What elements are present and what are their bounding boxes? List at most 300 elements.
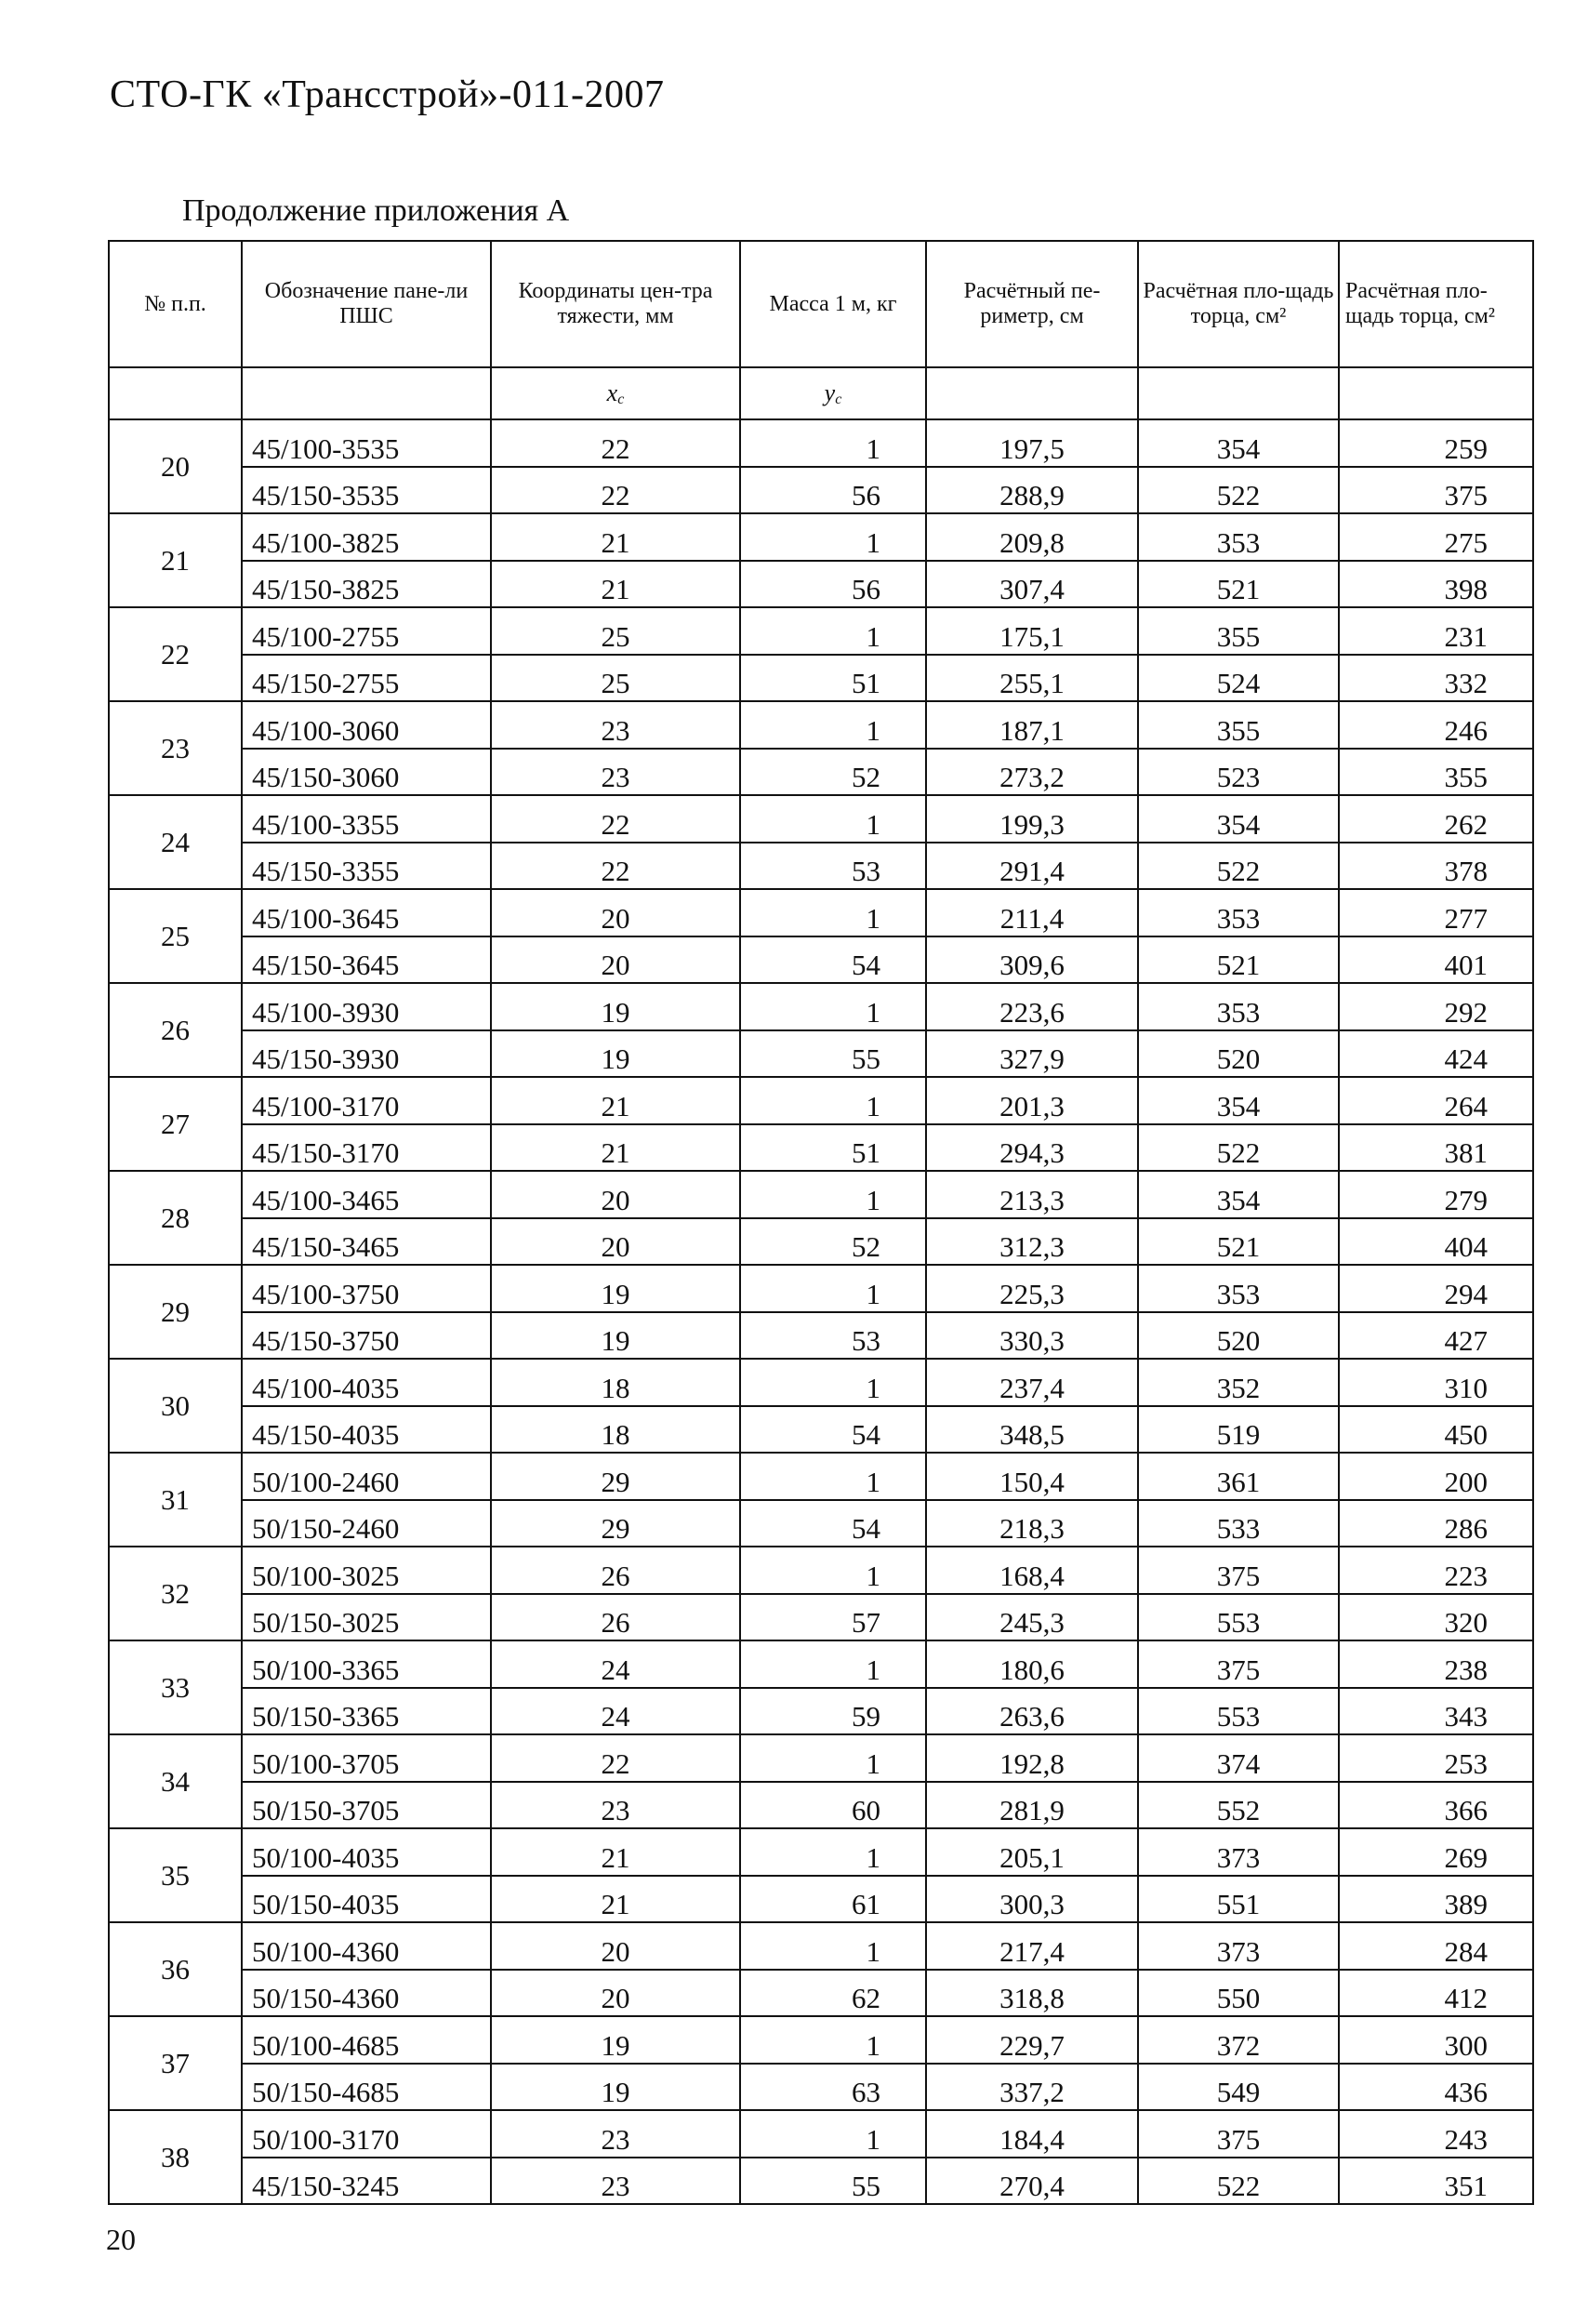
header-num: № п.п. [109, 241, 242, 367]
perimeter-cell: 223,6 [926, 983, 1138, 1030]
area-1-cell: 354 [1138, 419, 1339, 467]
panel-code-cell: 45/100-2755 [242, 607, 491, 655]
panel-code-cell: 50/150-3025 [242, 1594, 491, 1641]
table-row [109, 1922, 1533, 1970]
area-2-cell: 269 [1339, 1828, 1533, 1876]
xc-cell: 22 [491, 419, 740, 467]
area-1-cell: 521 [1138, 1218, 1339, 1266]
panel-code-cell: 45/100-4035 [242, 1359, 491, 1406]
panel-code-cell: 50/150-4360 [242, 1970, 491, 2017]
area-2-cell: 398 [1339, 561, 1533, 608]
xc-cell: 22 [491, 795, 740, 843]
yc-cell: 1 [740, 1922, 926, 1970]
yc-cell: 63 [740, 2064, 926, 2111]
row-number-cell: 28 [109, 1171, 242, 1265]
table-row [109, 2016, 1533, 2064]
area-2-cell: 292 [1339, 983, 1533, 1030]
area-1-cell: 375 [1138, 1640, 1339, 1688]
perimeter-cell: 307,4 [926, 561, 1138, 608]
perimeter-cell: 294,3 [926, 1124, 1138, 1172]
xc-cell: 19 [491, 2016, 740, 2064]
table-row [109, 1876, 1533, 1923]
xc-cell: 21 [491, 513, 740, 561]
perimeter-cell: 211,4 [926, 889, 1138, 936]
yc-cell: 54 [740, 1500, 926, 1547]
table-row [109, 1077, 1533, 1124]
table-row [109, 467, 1533, 514]
yc-cell: 56 [740, 561, 926, 608]
yc-cell: 53 [740, 1312, 926, 1360]
xc-cell: 24 [491, 1640, 740, 1688]
table-row [109, 2110, 1533, 2158]
yc-cell: 1 [740, 795, 926, 843]
area-2-cell: 246 [1339, 701, 1533, 749]
row-number-cell: 37 [109, 2016, 242, 2110]
yc-cell: 1 [740, 2110, 926, 2158]
panel-code-cell: 45/150-3750 [242, 1312, 491, 1360]
area-2-cell: 277 [1339, 889, 1533, 936]
yc-cell: 1 [740, 607, 926, 655]
area-2-cell: 200 [1339, 1453, 1533, 1500]
table-row [109, 1124, 1533, 1172]
panel-code-cell: 50/150-4035 [242, 1876, 491, 1923]
panel-code-cell: 50/100-4685 [242, 2016, 491, 2064]
area-2-cell: 366 [1339, 1782, 1533, 1829]
yc-cell: 1 [740, 1547, 926, 1594]
area-2-cell: 412 [1339, 1970, 1533, 2017]
area-2-cell: 223 [1339, 1547, 1533, 1594]
table-row [109, 561, 1533, 608]
area-1-cell: 522 [1138, 2158, 1339, 2205]
yc-cell: 1 [740, 1453, 926, 1500]
xc-cell: 21 [491, 561, 740, 608]
table-row [109, 2064, 1533, 2111]
area-2-cell: 238 [1339, 1640, 1533, 1688]
yc-cell: 60 [740, 1782, 926, 1829]
perimeter-cell: 225,3 [926, 1265, 1138, 1312]
area-1-cell: 361 [1138, 1453, 1339, 1500]
area-1-cell: 354 [1138, 1077, 1339, 1124]
perimeter-cell: 245,3 [926, 1594, 1138, 1641]
area-1-cell: 355 [1138, 701, 1339, 749]
yc-cell: 57 [740, 1594, 926, 1641]
area-2-cell: 284 [1339, 1922, 1533, 1970]
yc-cell: 1 [740, 1077, 926, 1124]
area-2-cell: 404 [1339, 1218, 1533, 1266]
area-2-cell: 401 [1339, 936, 1533, 984]
xc-cell: 25 [491, 655, 740, 702]
xc-cell: 26 [491, 1547, 740, 1594]
yc-cell: 51 [740, 1124, 926, 1172]
row-number-cell: 30 [109, 1359, 242, 1453]
area-2-cell: 279 [1339, 1171, 1533, 1218]
xc-cell: 23 [491, 749, 740, 796]
xc-cell: 23 [491, 2110, 740, 2158]
xc-cell: 18 [491, 1406, 740, 1454]
perimeter-cell: 288,9 [926, 467, 1138, 514]
area-1-cell: 354 [1138, 1171, 1339, 1218]
area-2-cell: 351 [1339, 2158, 1533, 2205]
area-1-cell: 522 [1138, 1124, 1339, 1172]
yc-cell: 55 [740, 2158, 926, 2205]
area-1-cell: 375 [1138, 2110, 1339, 2158]
area-2-cell: 381 [1339, 1124, 1533, 1172]
table-row [109, 1406, 1533, 1454]
yc-cell: 1 [740, 1265, 926, 1312]
panel-code-cell: 45/150-3930 [242, 1030, 491, 1078]
perimeter-cell: 218,3 [926, 1500, 1138, 1547]
area-1-cell: 524 [1138, 655, 1339, 702]
area-2-cell: 320 [1339, 1594, 1533, 1641]
xc-cell: 22 [491, 1734, 740, 1782]
subheader-empty [926, 367, 1138, 419]
header-area-2: Расчётная пло-щадь торца, см² [1339, 241, 1533, 367]
panel-code-cell: 45/150-3355 [242, 843, 491, 890]
header-coords: Координаты цен-тра тяжести, мм [491, 241, 740, 367]
xc-cell: 29 [491, 1453, 740, 1500]
yc-cell: 59 [740, 1688, 926, 1735]
perimeter-cell: 330,3 [926, 1312, 1138, 1360]
panel-code-cell: 45/100-3825 [242, 513, 491, 561]
area-2-cell: 262 [1339, 795, 1533, 843]
area-1-cell: 520 [1138, 1312, 1339, 1360]
table-row [109, 1782, 1533, 1829]
perimeter-cell: 300,3 [926, 1876, 1138, 1923]
panel-code-cell: 50/100-3705 [242, 1734, 491, 1782]
table-row [109, 1218, 1533, 1266]
table-row [109, 1312, 1533, 1360]
xc-cell: 19 [491, 1265, 740, 1312]
panel-code-cell: 50/100-2460 [242, 1453, 491, 1500]
area-1-cell: 355 [1138, 607, 1339, 655]
panel-code-cell: 50/100-3170 [242, 2110, 491, 2158]
perimeter-cell: 255,1 [926, 655, 1138, 702]
xc-cell: 21 [491, 1124, 740, 1172]
perimeter-cell: 150,4 [926, 1453, 1138, 1500]
area-1-cell: 374 [1138, 1734, 1339, 1782]
row-number-cell: 29 [109, 1265, 242, 1359]
panel-code-cell: 50/150-2460 [242, 1500, 491, 1547]
table-row [109, 1547, 1533, 1594]
panel-code-cell: 45/100-3645 [242, 889, 491, 936]
document-code: СТО-ГК «Трансстрой»-011-2007 [110, 73, 665, 116]
xc-cell: 23 [491, 2158, 740, 2205]
xc-cell: 20 [491, 1218, 740, 1266]
table-row [109, 1453, 1533, 1500]
panel-code-cell: 45/100-3930 [242, 983, 491, 1030]
row-number-cell: 31 [109, 1453, 242, 1547]
subheader-empty [242, 367, 491, 419]
area-1-cell: 353 [1138, 889, 1339, 936]
perimeter-cell: 217,4 [926, 1922, 1138, 1970]
area-1-cell: 353 [1138, 983, 1339, 1030]
perimeter-cell: 175,1 [926, 607, 1138, 655]
row-number-cell: 33 [109, 1640, 242, 1734]
subheader-empty [1339, 367, 1533, 419]
table-row [109, 1500, 1533, 1547]
area-2-cell: 286 [1339, 1500, 1533, 1547]
area-2-cell: 259 [1339, 419, 1533, 467]
table-row [109, 2158, 1533, 2205]
area-1-cell: 553 [1138, 1688, 1339, 1735]
yc-cell: 62 [740, 1970, 926, 2017]
table-row [109, 607, 1533, 655]
perimeter-cell: 180,6 [926, 1640, 1138, 1688]
area-1-cell: 521 [1138, 561, 1339, 608]
header-area-1: Расчётная пло-щадь торца, см² [1138, 241, 1339, 367]
table-row [109, 1688, 1533, 1735]
table-row [109, 843, 1533, 890]
xc-cell: 25 [491, 607, 740, 655]
yc-cell: 1 [740, 701, 926, 749]
area-1-cell: 375 [1138, 1547, 1339, 1594]
table-row [109, 983, 1533, 1030]
area-2-cell: 275 [1339, 513, 1533, 561]
yc-cell: 52 [740, 749, 926, 796]
page-number: 20 [106, 2223, 136, 2256]
yc-cell: 1 [740, 2016, 926, 2064]
area-2-cell: 378 [1339, 843, 1533, 890]
table-caption: Продолжение приложения А [182, 193, 570, 228]
yc-cell: 51 [740, 655, 926, 702]
panel-code-cell: 45/150-2755 [242, 655, 491, 702]
panel-code-cell: 50/150-4685 [242, 2064, 491, 2111]
table-row [109, 1030, 1533, 1078]
area-2-cell: 264 [1339, 1077, 1533, 1124]
xc-cell: 20 [491, 1171, 740, 1218]
area-1-cell: 550 [1138, 1970, 1339, 2017]
area-2-cell: 332 [1339, 655, 1533, 702]
panel-code-cell: 50/150-3365 [242, 1688, 491, 1735]
table-row [109, 749, 1533, 796]
yc-cell: 52 [740, 1218, 926, 1266]
panel-code-cell: 45/150-3535 [242, 467, 491, 514]
perimeter-cell: 309,6 [926, 936, 1138, 984]
area-1-cell: 553 [1138, 1594, 1339, 1641]
perimeter-cell: 187,1 [926, 701, 1138, 749]
perimeter-cell: 229,7 [926, 2016, 1138, 2064]
xc-cell: 26 [491, 1594, 740, 1641]
perimeter-cell: 291,4 [926, 843, 1138, 890]
row-number-cell: 21 [109, 513, 242, 607]
table-row [109, 513, 1533, 561]
row-number-cell: 35 [109, 1828, 242, 1922]
table-row [109, 1594, 1533, 1641]
panel-code-cell: 45/100-3355 [242, 795, 491, 843]
perimeter-cell: 201,3 [926, 1077, 1138, 1124]
yc-cell: 1 [740, 1640, 926, 1688]
row-number-cell: 22 [109, 607, 242, 701]
area-1-cell: 372 [1138, 2016, 1339, 2064]
header-row [109, 241, 1533, 367]
perimeter-cell: 199,3 [926, 795, 1138, 843]
xc-cell: 21 [491, 1828, 740, 1876]
area-1-cell: 533 [1138, 1500, 1339, 1547]
table-row [109, 1359, 1533, 1406]
xc-cell: 22 [491, 843, 740, 890]
xc-cell: 19 [491, 983, 740, 1030]
panel-code-cell: 45/100-3060 [242, 701, 491, 749]
panel-properties-table [108, 240, 1534, 2205]
area-1-cell: 552 [1138, 1782, 1339, 1829]
row-number-cell: 20 [109, 419, 242, 513]
panel-code-cell: 45/100-3465 [242, 1171, 491, 1218]
xc-cell: 20 [491, 889, 740, 936]
perimeter-cell: 348,5 [926, 1406, 1138, 1454]
yc-cell: 1 [740, 1171, 926, 1218]
subheader-yc: $y_c$ [740, 367, 926, 419]
perimeter-cell: 168,4 [926, 1547, 1138, 1594]
xc-cell: 20 [491, 1922, 740, 1970]
perimeter-cell: 237,4 [926, 1359, 1138, 1406]
area-1-cell: 521 [1138, 936, 1339, 984]
area-2-cell: 355 [1339, 749, 1533, 796]
xc-cell: 19 [491, 1030, 740, 1078]
area-1-cell: 373 [1138, 1922, 1339, 1970]
xc-cell: 23 [491, 701, 740, 749]
perimeter-cell: 205,1 [926, 1828, 1138, 1876]
area-1-cell: 551 [1138, 1876, 1339, 1923]
xc-cell: 24 [491, 1688, 740, 1735]
row-number-cell: 24 [109, 795, 242, 889]
xc-cell: 29 [491, 1500, 740, 1547]
panel-code-cell: 50/100-3365 [242, 1640, 491, 1688]
panel-code-cell: 45/150-3060 [242, 749, 491, 796]
yc-cell: 56 [740, 467, 926, 514]
perimeter-cell: 312,3 [926, 1218, 1138, 1266]
panel-code-cell: 45/150-3645 [242, 936, 491, 984]
table-row [109, 936, 1533, 984]
perimeter-cell: 337,2 [926, 2064, 1138, 2111]
row-number-cell: 25 [109, 889, 242, 983]
perimeter-cell: 192,8 [926, 1734, 1138, 1782]
row-number-cell: 36 [109, 1922, 242, 2016]
row-number-cell: 23 [109, 701, 242, 795]
xc-cell: 19 [491, 2064, 740, 2111]
perimeter-cell: 318,8 [926, 1970, 1138, 2017]
row-number-cell: 26 [109, 983, 242, 1077]
area-2-cell: 389 [1339, 1876, 1533, 1923]
header-mass: Масса 1 м, кг [740, 241, 926, 367]
header-perimeter: Расчётный пе-риметр, см [926, 241, 1138, 367]
area-1-cell: 352 [1138, 1359, 1339, 1406]
table-row [109, 419, 1533, 467]
perimeter-cell: 270,4 [926, 2158, 1138, 2205]
xc-cell: 20 [491, 1970, 740, 2017]
panel-code-cell: 45/150-3465 [242, 1218, 491, 1266]
area-2-cell: 450 [1339, 1406, 1533, 1454]
xc-cell: 19 [491, 1312, 740, 1360]
table-row [109, 795, 1533, 843]
perimeter-cell: 281,9 [926, 1782, 1138, 1829]
panel-code-cell: 50/100-4360 [242, 1922, 491, 1970]
header-panel: Обозначение пане-ли ПШС [242, 241, 491, 367]
area-2-cell: 243 [1339, 2110, 1533, 2158]
yc-cell: 61 [740, 1876, 926, 1923]
row-number-cell: 38 [109, 2110, 242, 2204]
area-1-cell: 522 [1138, 843, 1339, 890]
perimeter-cell: 209,8 [926, 513, 1138, 561]
panel-code-cell: 45/150-3825 [242, 561, 491, 608]
perimeter-cell: 263,6 [926, 1688, 1138, 1735]
table-row [109, 1171, 1533, 1218]
area-1-cell: 523 [1138, 749, 1339, 796]
panel-code-cell: 45/100-3535 [242, 419, 491, 467]
subheader-empty [109, 367, 242, 419]
area-1-cell: 353 [1138, 1265, 1339, 1312]
table-row [109, 1265, 1533, 1312]
table-row [109, 1970, 1533, 2017]
row-number-cell: 27 [109, 1077, 242, 1171]
subheader-empty [1138, 367, 1339, 419]
subheader-row [109, 367, 1533, 419]
area-2-cell: 343 [1339, 1688, 1533, 1735]
yc-cell: 55 [740, 1030, 926, 1078]
xc-cell: 23 [491, 1782, 740, 1829]
perimeter-cell: 197,5 [926, 419, 1138, 467]
xc-cell: 21 [491, 1876, 740, 1923]
panel-code-cell: 45/150-3170 [242, 1124, 491, 1172]
xc-cell: 21 [491, 1077, 740, 1124]
area-2-cell: 300 [1339, 2016, 1533, 2064]
area-2-cell: 427 [1339, 1312, 1533, 1360]
area-2-cell: 231 [1339, 607, 1533, 655]
yc-cell: 1 [740, 513, 926, 561]
table-row [109, 701, 1533, 749]
table-row [109, 655, 1533, 702]
table-row [109, 1734, 1533, 1782]
area-2-cell: 310 [1339, 1359, 1533, 1406]
area-1-cell: 519 [1138, 1406, 1339, 1454]
yc-cell: 1 [740, 983, 926, 1030]
panel-code-cell: 45/150-3245 [242, 2158, 491, 2205]
yc-cell: 54 [740, 936, 926, 984]
yc-cell: 1 [740, 889, 926, 936]
area-1-cell: 549 [1138, 2064, 1339, 2111]
xc-cell: 18 [491, 1359, 740, 1406]
area-2-cell: 375 [1339, 467, 1533, 514]
perimeter-cell: 184,4 [926, 2110, 1138, 2158]
yc-cell: 53 [740, 843, 926, 890]
subheader-xc: $x_c$ [491, 367, 740, 419]
area-1-cell: 373 [1138, 1828, 1339, 1876]
yc-cell: 1 [740, 419, 926, 467]
yc-cell: 1 [740, 1734, 926, 1782]
xc-cell: 22 [491, 467, 740, 514]
panel-code-cell: 45/100-3750 [242, 1265, 491, 1312]
panel-code-cell: 45/100-3170 [242, 1077, 491, 1124]
area-2-cell: 436 [1339, 2064, 1533, 2111]
area-2-cell: 294 [1339, 1265, 1533, 1312]
yc-cell: 1 [740, 1828, 926, 1876]
area-1-cell: 522 [1138, 467, 1339, 514]
table-row [109, 1640, 1533, 1688]
area-1-cell: 354 [1138, 795, 1339, 843]
xc-cell: 20 [491, 936, 740, 984]
panel-code-cell: 50/150-3705 [242, 1782, 491, 1829]
table-row [109, 1828, 1533, 1876]
perimeter-cell: 327,9 [926, 1030, 1138, 1078]
perimeter-cell: 273,2 [926, 749, 1138, 796]
area-1-cell: 520 [1138, 1030, 1339, 1078]
panel-code-cell: 45/150-4035 [242, 1406, 491, 1454]
area-2-cell: 253 [1339, 1734, 1533, 1782]
yc-cell: 1 [740, 1359, 926, 1406]
row-number-cell: 32 [109, 1547, 242, 1640]
yc-cell: 54 [740, 1406, 926, 1454]
row-number-cell: 34 [109, 1734, 242, 1828]
panel-code-cell: 50/100-4035 [242, 1828, 491, 1876]
